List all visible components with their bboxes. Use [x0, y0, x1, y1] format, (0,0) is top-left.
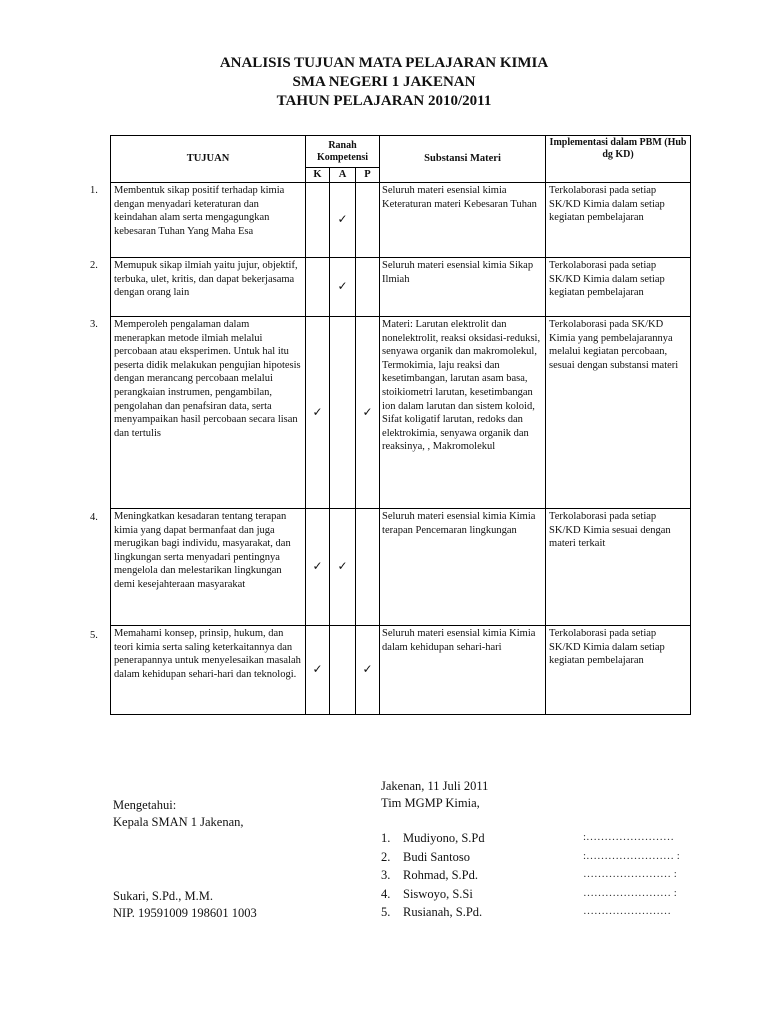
document-title [0, 54, 768, 111]
signature-line: …………………… [583, 905, 671, 917]
list-item [381, 850, 693, 869]
signature-line: …………………… : [583, 868, 677, 880]
implementasi-cell: Terkolaborasi pada setiap SK/KD Kimia dalam setiap kegiatan pembelajaran [546, 183, 691, 258]
substansi-cell: Seluruh materi esensial kimia Keteraturan materi Kebesaran Tuhan [380, 183, 546, 258]
check-p [356, 258, 380, 317]
substansi-cell: Seluruh materi esensial kimia Kimia terapan Pencemaran lingkungan [380, 509, 546, 626]
header-ranah-kompetensi: Ranah Kompetensi [306, 136, 380, 168]
header-tujuan: TUJUAN [111, 136, 306, 183]
mengetahui-label: Mengetahui: [113, 798, 177, 812]
header-a: A [330, 168, 356, 183]
check-p: ✓ [356, 626, 380, 715]
signature-head-block [113, 797, 244, 831]
check-k: ✓ [306, 626, 330, 715]
implementasi-cell: Terkolaborasi pada SK/KD Kimia yang pembelajarannya melalui kegiatan percobaan, sesuai dengan substansi materi [546, 317, 691, 509]
list-item [381, 831, 693, 850]
tujuan-cell: Meningkatkan kesadaran tentang terapan kimia yang dapat bermanfaat dan juga merugikan bagi individu, masyarakat, dan lingkungan serta menyadari pentingnya mengelola dan melestarikan lingkungan demi kesejahteraan masyarakat [111, 509, 306, 626]
header-p: P [356, 168, 380, 183]
member-name: Mudiyono, S.Pd [403, 831, 485, 845]
team-label: Tim MGMP Kimia, [381, 796, 480, 810]
header-implementasi: Implementasi dalam PBM (Hub dg KD) [546, 136, 691, 183]
check-a: ✓ [330, 258, 356, 317]
header-substansi-materi: Substansi Materi [380, 136, 546, 183]
check-k [306, 258, 330, 317]
member-number: 4. [381, 886, 391, 901]
signature-line: …………………… : [583, 886, 677, 899]
tujuan-cell: Membentuk sikap positif terhadap kimia dengan menyadari keteraturan dan keindahan alam serta mengagungkan kebesaran Tuhan Yang Maha Esa [111, 183, 306, 258]
signature-line: :…………………… : [583, 849, 680, 862]
substansi-cell: Seluruh materi esensial kimia Kimia dalam kehidupan sehari-hari [380, 626, 546, 715]
check-k [306, 183, 330, 258]
table-row [111, 626, 691, 715]
member-number: 3. [381, 868, 391, 882]
member-name: Rusianah, S.Pd. [403, 905, 483, 919]
row-number: 5. [90, 630, 98, 641]
row-number: 3. [90, 319, 98, 330]
signature-team-block [381, 778, 488, 812]
title-line-2: SMA NEGERI 1 JAKENAN [292, 74, 476, 90]
check-k: ✓ [306, 509, 330, 626]
member-name: Rohmad, S.Pd. [403, 868, 479, 882]
list-item [381, 905, 693, 924]
head-identity [113, 888, 257, 922]
list-item [381, 868, 693, 887]
implementasi-cell: Terkolaborasi pada setiap SK/KD Kimia dalam setiap kegiatan pembelajaran [546, 626, 691, 715]
row-number: 4. [90, 512, 98, 523]
kepala-label: Kepala SMAN 1 Jakenan, [113, 815, 244, 829]
check-p [356, 183, 380, 258]
check-a: ✓ [330, 509, 356, 626]
signature-line: :…………………… [583, 831, 675, 843]
check-a [330, 626, 356, 715]
title-line-1: ANALISIS TUJUAN MATA PELAJARAN KIMIA [219, 55, 549, 71]
table-row [111, 183, 691, 258]
head-name: Sukari, S.Pd., M.M. [113, 889, 214, 903]
member-name: Budi Santoso [403, 849, 471, 864]
tujuan-cell: Memperoleh pengalaman dalam menerapkan metode ilmiah melalui percobaan atau eksperimen. Untuk hal itu peserta didik melakukan pengujian hipotesis dengan merancang percobaan melalui perangkaian instrumen, pengambilan, pengolahan dan penafsiran data, serta menyampaikan hasil percobaan secara lisan dan tertulis [111, 317, 306, 509]
table-row [111, 317, 691, 509]
title-line-3: TAHUN PELAJARAN 2010/2011 [276, 93, 492, 109]
header-k: K [306, 168, 330, 183]
row-number: 1. [90, 185, 98, 196]
substansi-cell: Seluruh materi esensial kimia Sikap Ilmiah [380, 258, 546, 317]
list-item [381, 887, 693, 906]
place-date: Jakenan, 11 Juli 2011 [381, 779, 489, 793]
analysis-table [110, 135, 691, 715]
member-name: Siswoyo, S.Si [403, 886, 473, 901]
check-p: ✓ [356, 317, 380, 509]
table-row [111, 509, 691, 626]
check-k: ✓ [306, 317, 330, 509]
member-number: 2. [381, 849, 391, 864]
table-row [111, 258, 691, 317]
check-p [356, 509, 380, 626]
tujuan-cell: Memahami konsep, prinsip, hukum, dan teori kimia serta saling keterkaitannya dan penerapannya untuk menyelesaikan masalah dalam kehidupan sehari-hari dan teknologi. [111, 626, 306, 715]
row-number: 2. [90, 260, 98, 271]
tujuan-cell: Memupuk sikap ilmiah yaitu jujur, objektif, terbuka, ulet, kritis, dan dapat bekerjasama dengan orang lain [111, 258, 306, 317]
check-a [330, 317, 356, 509]
substansi-cell: Materi: Larutan elektrolit dan nonelektrolit, reaksi oksidasi-reduksi, senyawa organik dan makromolekul, Termokimia, laju reaksi dan kesetimbangan, larutan asam basa, stoikiometri larutan, kesetimbangan ion dalam larutan dan sistem koloid, Sifat koligatif larutan, redoks dan elektrokimia, senyawa organik dan reaksinya, , Makromolekul [380, 317, 546, 509]
check-a: ✓ [330, 183, 356, 258]
member-number: 5. [381, 905, 391, 919]
head-nip: NIP. 19591009 198601 1003 [113, 906, 257, 920]
implementasi-cell: Terkolaborasi pada setiap SK/KD Kimia dalam setiap kegiatan pembelajaran [546, 258, 691, 317]
member-number: 1. [381, 831, 391, 845]
team-member-list [381, 831, 693, 924]
implementasi-cell: Terkolaborasi pada setiap SK/KD Kimia sesuai dengan materi terkait [546, 509, 691, 626]
